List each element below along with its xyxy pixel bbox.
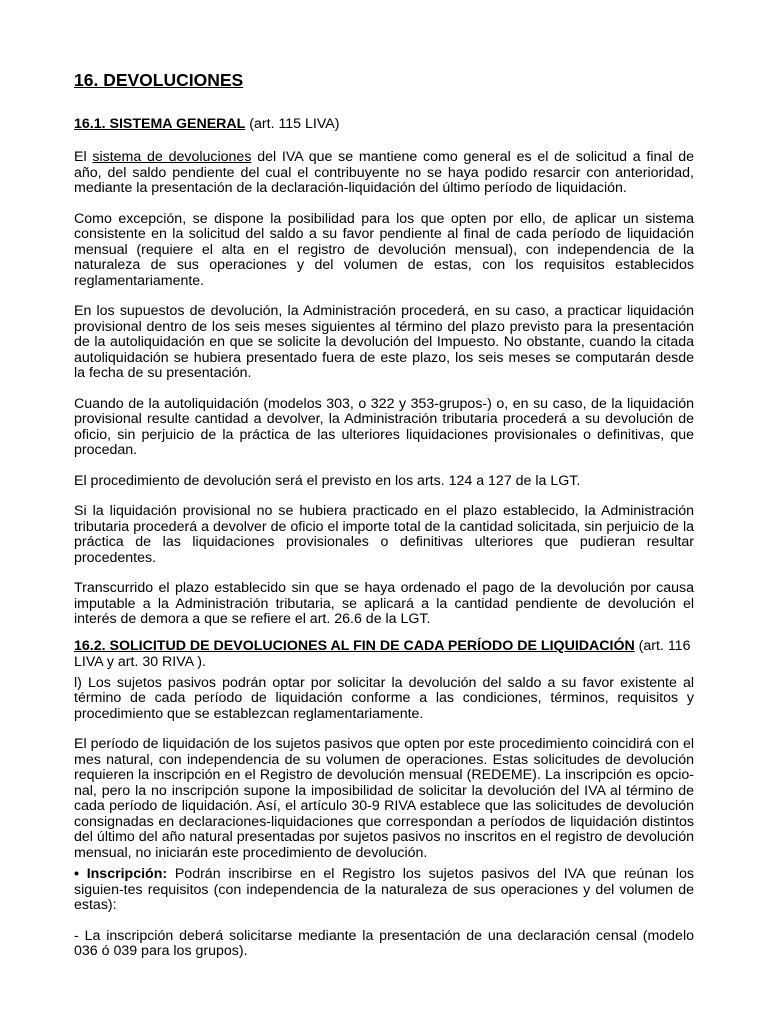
section-heading-reference: (art. 115 LIVA) (245, 116, 340, 132)
paragraph (74, 867, 694, 914)
paragraph (74, 150, 694, 197)
paragraph-text: del IVA que se mantiene como general es el de solicitud a final de año, del saldo pendiente del cual el contribuyente no se haya podido resarcir con anterioridad, mediante la presentación de la declaración-liquidación del último período de liquidación. (74, 149, 694, 196)
paragraph-text: El (74, 149, 93, 165)
paragraph: Transcurrido el plazo establecido sin que se haya ordenado el pago de la devolución por causa imputable a la Administración tributaria, se aplicará a la cantidad pendiente de devolución el interés de demora a que se refiere el art. 26.6 de la LGT. (74, 580, 694, 627)
inscripcion-label: • Inscripción: (74, 866, 168, 882)
page-title: 16. DEVOLUCIONES (74, 70, 244, 90)
paragraph: Como excepción, se dispone la posibilidad para los que opten por ello, de aplicar un sistema consistente en la solicitud del saldo a su favor pendiente al final de cada período de liquidación mensual (requiere el alta en el registro de devolución mensual), con independencia de la naturaleza de sus operaciones y del volumen de estas, con los requisitos establecidos reglamentariamente. (74, 210, 694, 289)
paragraph: El procedimiento de devolución será el previsto en los arts. 124 a 127 de la LGT. (74, 472, 581, 489)
paragraph: l) Los sujetos pasivos podrán optar por solicitar la devolución del saldo a su favor existente al término de cada período de liquidación conforme a las condiciones, términos, requisitos y procedimiento que se establezcan reglamentariamente. (74, 674, 694, 722)
paragraph: El período de liquidación de los sujetos pasivos que opten por este procedimiento coincidirá con el mes natural, con independencia de su volumen de operaciones. Estas solicitudes de devolución requieren la inscripción en el Registro de devolución mensual (REDEME). La inscripción es opcio-nal, pero la no inscripción supone la imposibilidad de solicitar la devolución del IVA al término de cada período de liquidación. Así, el artículo 30-9 RIVA establece que las solicitudes de devolución consignadas en declaraciones-liquidaciones que correspondan a períodos de liquidación distintos del último del año natural presentadas por sujetos pasivos no inscritos en el registro de devolución mensual, no iniciarán este procedimiento de devolución. (74, 736, 694, 861)
paragraph: Si la liquidación provisional no se hubiera practicado en el plazo establecido, la Administración tributaria procederá a devolver de oficio el importe total de la cantidad solicitada, sin perjuicio de la práctica de las liquidaciones provisionales o definitivas ulteriores que pudieran resultar procedentes. (74, 503, 694, 566)
paragraph: Cuando de la autoliquidación (modelos 303, o 322 y 353-grupos-) o, en su caso, de la liquidación provisional resulte cantidad a devolver, la Administración tributaria procederá a su devolución de oficio, sin perjuicio de la práctica de las ulteriores liquidaciones provisionales o definitivas, que procedan. (74, 395, 694, 458)
sistema-devoluciones-link[interactable]: sistema de devoluciones (92, 149, 252, 165)
paragraph-text: Podrán inscribirse en el Registro los sujetos pasivos del IVA que reúnan los siguien-tes requisitos (con independencia de la naturaleza de sus operaciones y del volumen de estas): (74, 866, 694, 913)
section-heading-title: 16.2. SOLICITUD DE DEVOLUCIONES AL FIN DE CADA PERÍODO DE LIQUIDACIÓN (74, 637, 635, 654)
section-heading-reference: (art. 116 LIVA y art. 30 RIVA ). (74, 637, 691, 670)
paragraph: En los supuestos de devolución, la Administración procederá, en su caso, a practicar liquidación provisional dentro de los seis meses siguientes al término del plazo previsto para la presentación de la autoliquidación en que se solicite la devolución del Impuesto. No obstante, cuando la citada autoliquidación se hubiera presentado fuera de este plazo, los seis meses se computarán desde la fecha de su presentación. (74, 303, 694, 381)
section-heading-16-1 (74, 116, 694, 132)
paragraph: - La inscripción deberá solicitarse mediante la presentación de una declaración censal (modelo 036 ó 039 para los grupos). (74, 927, 694, 959)
section-heading-title: 16.1. SISTEMA GENERAL (74, 116, 246, 132)
section-heading-16-2 (74, 638, 694, 670)
